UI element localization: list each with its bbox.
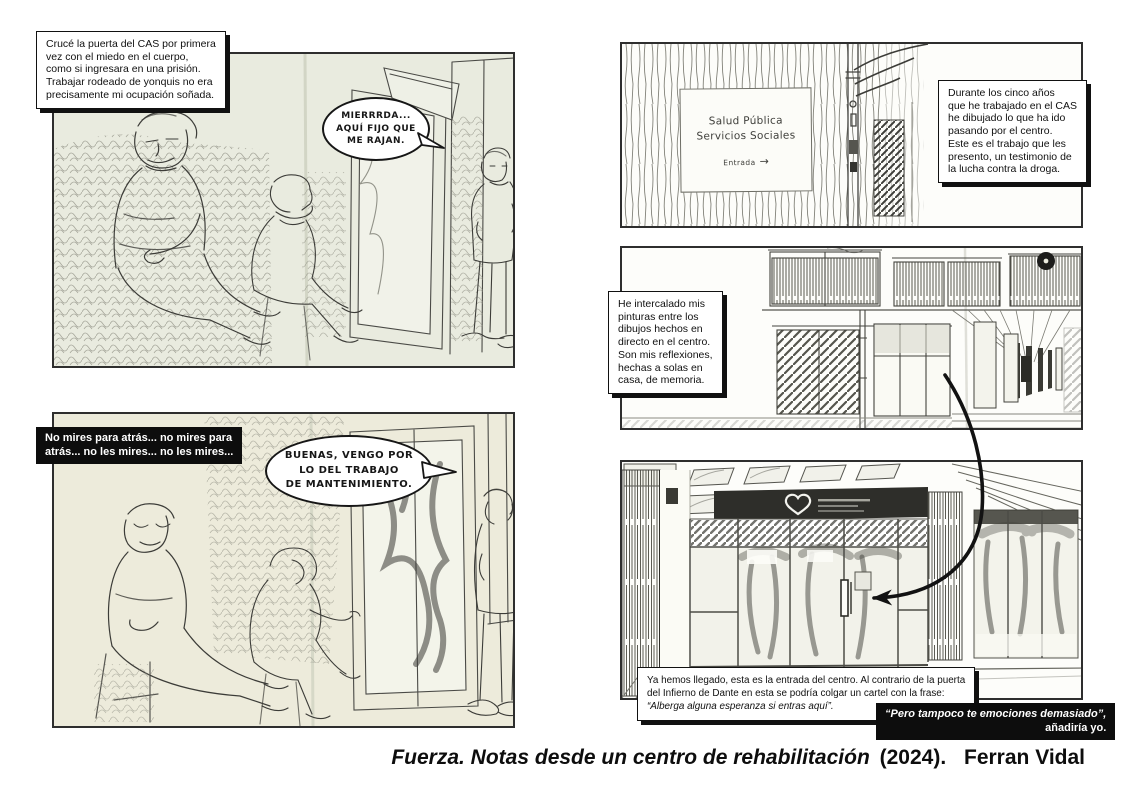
caption-cruce-la-puerta [36, 31, 226, 109]
caption6-line: añadiría yo. [1045, 721, 1107, 734]
entrada-arrow-icon: → [759, 154, 770, 168]
speech-bubble-me-rajan [322, 97, 430, 161]
caption-he-intercalado [608, 291, 723, 394]
caption1-line: como si ingresara en una prisión. [46, 63, 201, 76]
bubble2-line: LO DEL TRABAJO [299, 464, 399, 476]
caption3-line: pasando por el centro. [948, 125, 1053, 138]
speech-bubble-mantenimiento [265, 435, 433, 507]
caption1-line: Trabajar rodeado de yonquis no era [46, 76, 213, 89]
caption1-line: vez con el miedo en el cuerpo, [46, 50, 189, 63]
caption3-line: Este es el trabajo que les [948, 137, 1066, 150]
caption2-line: atrás... no les mires... no les mires... [45, 445, 234, 458]
caption2-line: No mires para atrás... no mires para [45, 432, 233, 444]
caption4-line: directo en el centro. [618, 336, 711, 349]
title-author: Ferran Vidal [964, 746, 1085, 769]
bubble1-line: AQUÍ FIJO QUE [336, 123, 416, 134]
bubble2-tail [420, 458, 462, 484]
caption3-line: presento, un testimonio de [948, 150, 1072, 163]
caption6-line: “Pero tampoco te emociones demasiado”, [885, 708, 1107, 720]
title-year: (2024). [879, 746, 947, 769]
bubble1-tail [416, 130, 450, 158]
sign-line1: Salud Pública [708, 114, 783, 127]
panel5-sketch-art [622, 462, 1083, 698]
caption1-line: precisamente mi ocupación soñada. [46, 88, 215, 101]
bubble1-line: ME RAJAN. [347, 136, 405, 147]
caption-pero-tampoco [876, 703, 1115, 740]
bubble1-line: MIERRRDA... [341, 111, 411, 122]
caption4-line: dibujos hechos en [618, 323, 703, 336]
caption3-line: Durante los cinco años [948, 87, 1055, 99]
caption4-line: hechas a solas en [618, 361, 703, 374]
caption4-line: Son mis reflexiones, [618, 348, 713, 361]
title-italic-part: Fuerza. Notas desde un centro de rehabilitación [391, 746, 870, 769]
caption4-line: He intercalado mis [618, 298, 705, 310]
caption3-line: la lucha contra la droga. [948, 163, 1061, 176]
caption5-line: Ya hemos llegado, esta es la entrada del centro. Al contrario de la puerta [647, 675, 966, 686]
caption4-line: pinturas entre los [618, 310, 699, 323]
caption3-line: que he trabajado en el CAS [948, 99, 1078, 112]
caption3-line: he dibujado lo que ha ido [948, 112, 1066, 125]
caption5-quote-line: “Alberga alguna esperanza si entras aquí”. [647, 701, 834, 713]
artwork-title [391, 746, 1085, 770]
caption-no-mires [36, 427, 242, 464]
caption1-line: Crucé la puerta del CAS por primera [46, 38, 216, 50]
panel-centre-entrance [620, 460, 1083, 700]
bubble2-line: DE MANTENIMIENTO. [285, 479, 413, 491]
salud-publica-sign [679, 87, 812, 192]
caption5-line: del Infierno de Dante en esta se podría colgar un cartel con la frase: [647, 688, 945, 700]
caption-durante-los-cinco [938, 80, 1087, 183]
caption4-line: casa, de memoria. [618, 374, 705, 387]
sign-entry-label: Entrada [723, 157, 756, 167]
bubble2-line: BUENAS, VENGO POR [284, 450, 414, 462]
sign-line2: Servicios Sociales [696, 128, 796, 143]
